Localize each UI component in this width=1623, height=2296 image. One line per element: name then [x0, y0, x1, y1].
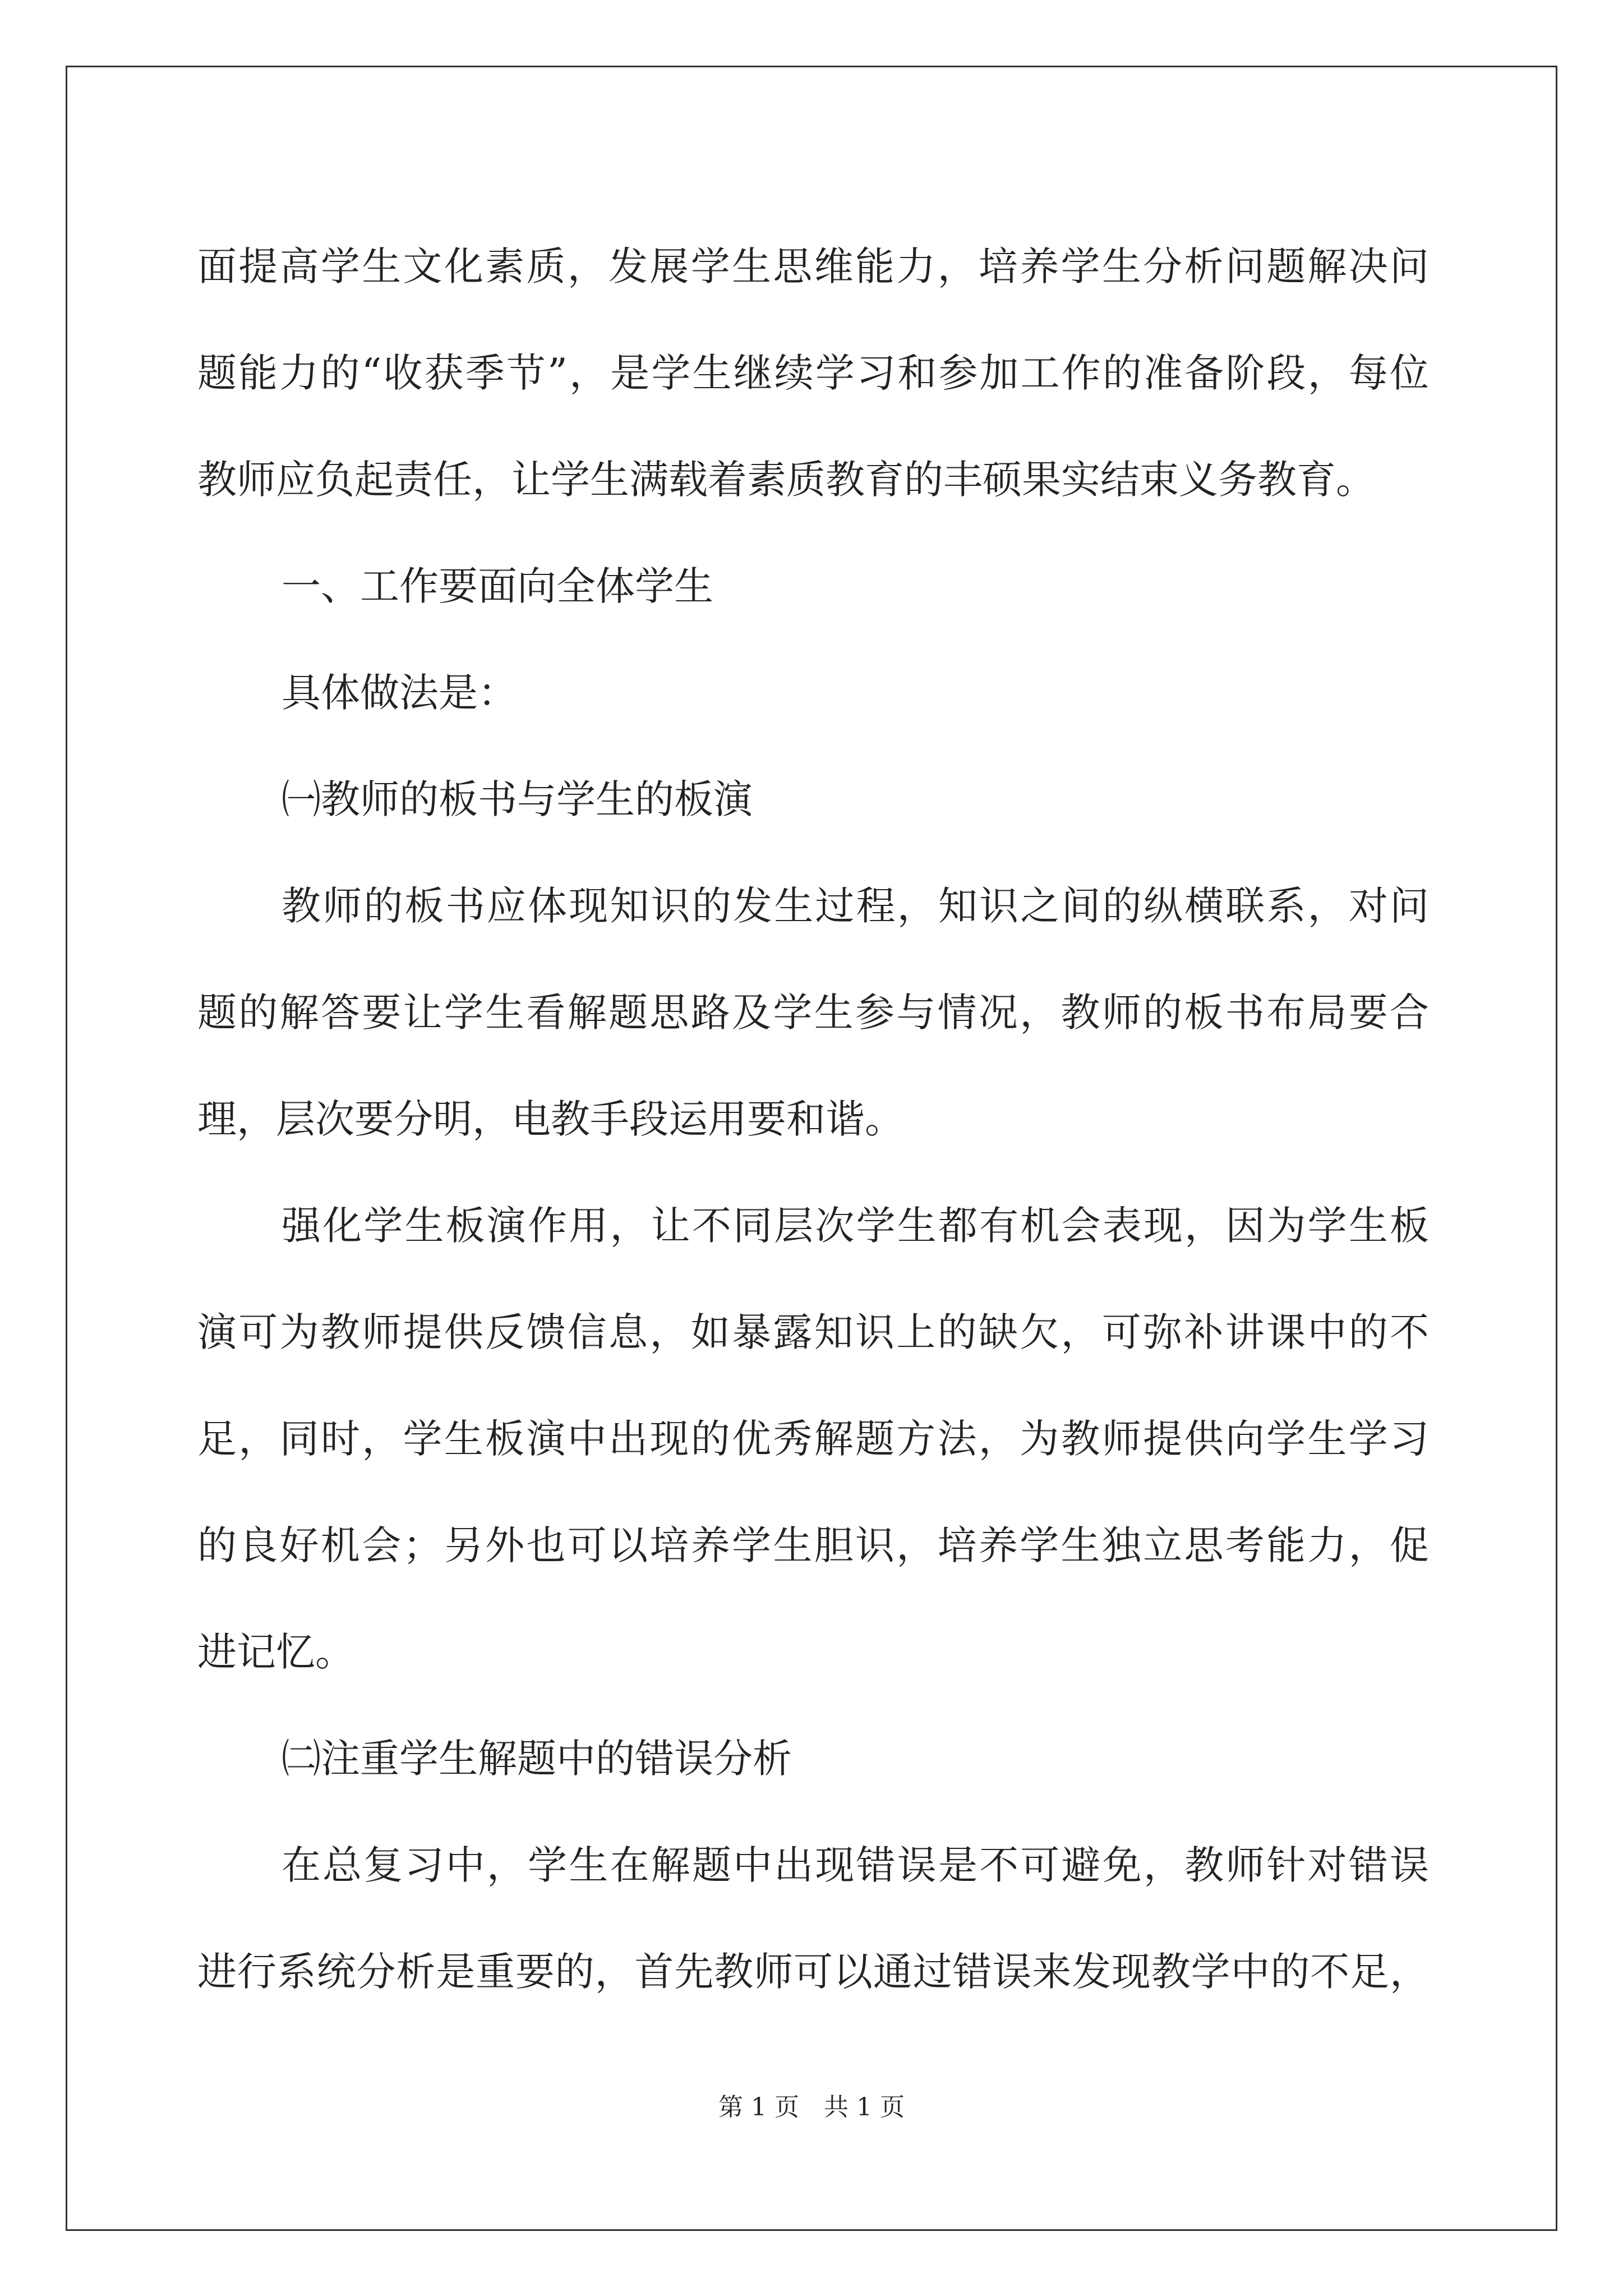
text-line: 题能力的“收获季节”，是学生继续学习和参加工作的准备阶段，每位	[197, 350, 1429, 396]
text-line: 在总复习中，学生在解题中出现错误是不可避免，教师针对错误	[282, 1842, 1429, 1888]
text-line: 教师应负起责任，让学生满载着素质教育的丰硕果实结束义务教育。	[197, 457, 1375, 503]
page-footer: 第 1 页 共 1 页	[718, 2093, 905, 2122]
section-heading: 一、工作要面向全体学生	[282, 563, 713, 609]
text-line: 演可为教师提供反馈信息，如暴露知识上的缺欠，可弥补讲课中的不	[197, 1309, 1429, 1355]
text-line: 面提高学生文化素质，发展学生思维能力，培养学生分析问题解决问	[197, 243, 1429, 289]
text-line: 进记忆。	[197, 1629, 354, 1675]
document-body	[197, 213, 1429, 2025]
text-line: 进行系统分析是重要的，首先教师可以通过错误来发现教学中的不足，	[197, 1949, 1429, 1995]
subsection-heading: ㈡注重学生解题中的错误分析	[282, 1736, 792, 1782]
text-line: 题的解答要让学生看解题思路及学生参与情况，教师的板书布局要合	[197, 990, 1429, 1036]
text-line: 足，同时，学生板演中出现的优秀解题方法，为教师提供向学生学习	[197, 1416, 1429, 1462]
text-line: 强化学生板演作用，让不同层次学生都有机会表现，因为学生板	[282, 1203, 1429, 1249]
text-line: 教师的板书应体现知识的发生过程，知识之间的纵横联系，对问	[282, 883, 1429, 929]
text-line: 的良好机会；另外也可以培养学生胆识，培养学生独立思考能力，促	[197, 1522, 1429, 1568]
subsection-heading: ㈠教师的板书与学生的板演	[282, 776, 753, 822]
text-line: 理，层次要分明，电教手段运用要和谐。	[197, 1096, 904, 1142]
text-line: 具体做法是：	[282, 670, 517, 716]
